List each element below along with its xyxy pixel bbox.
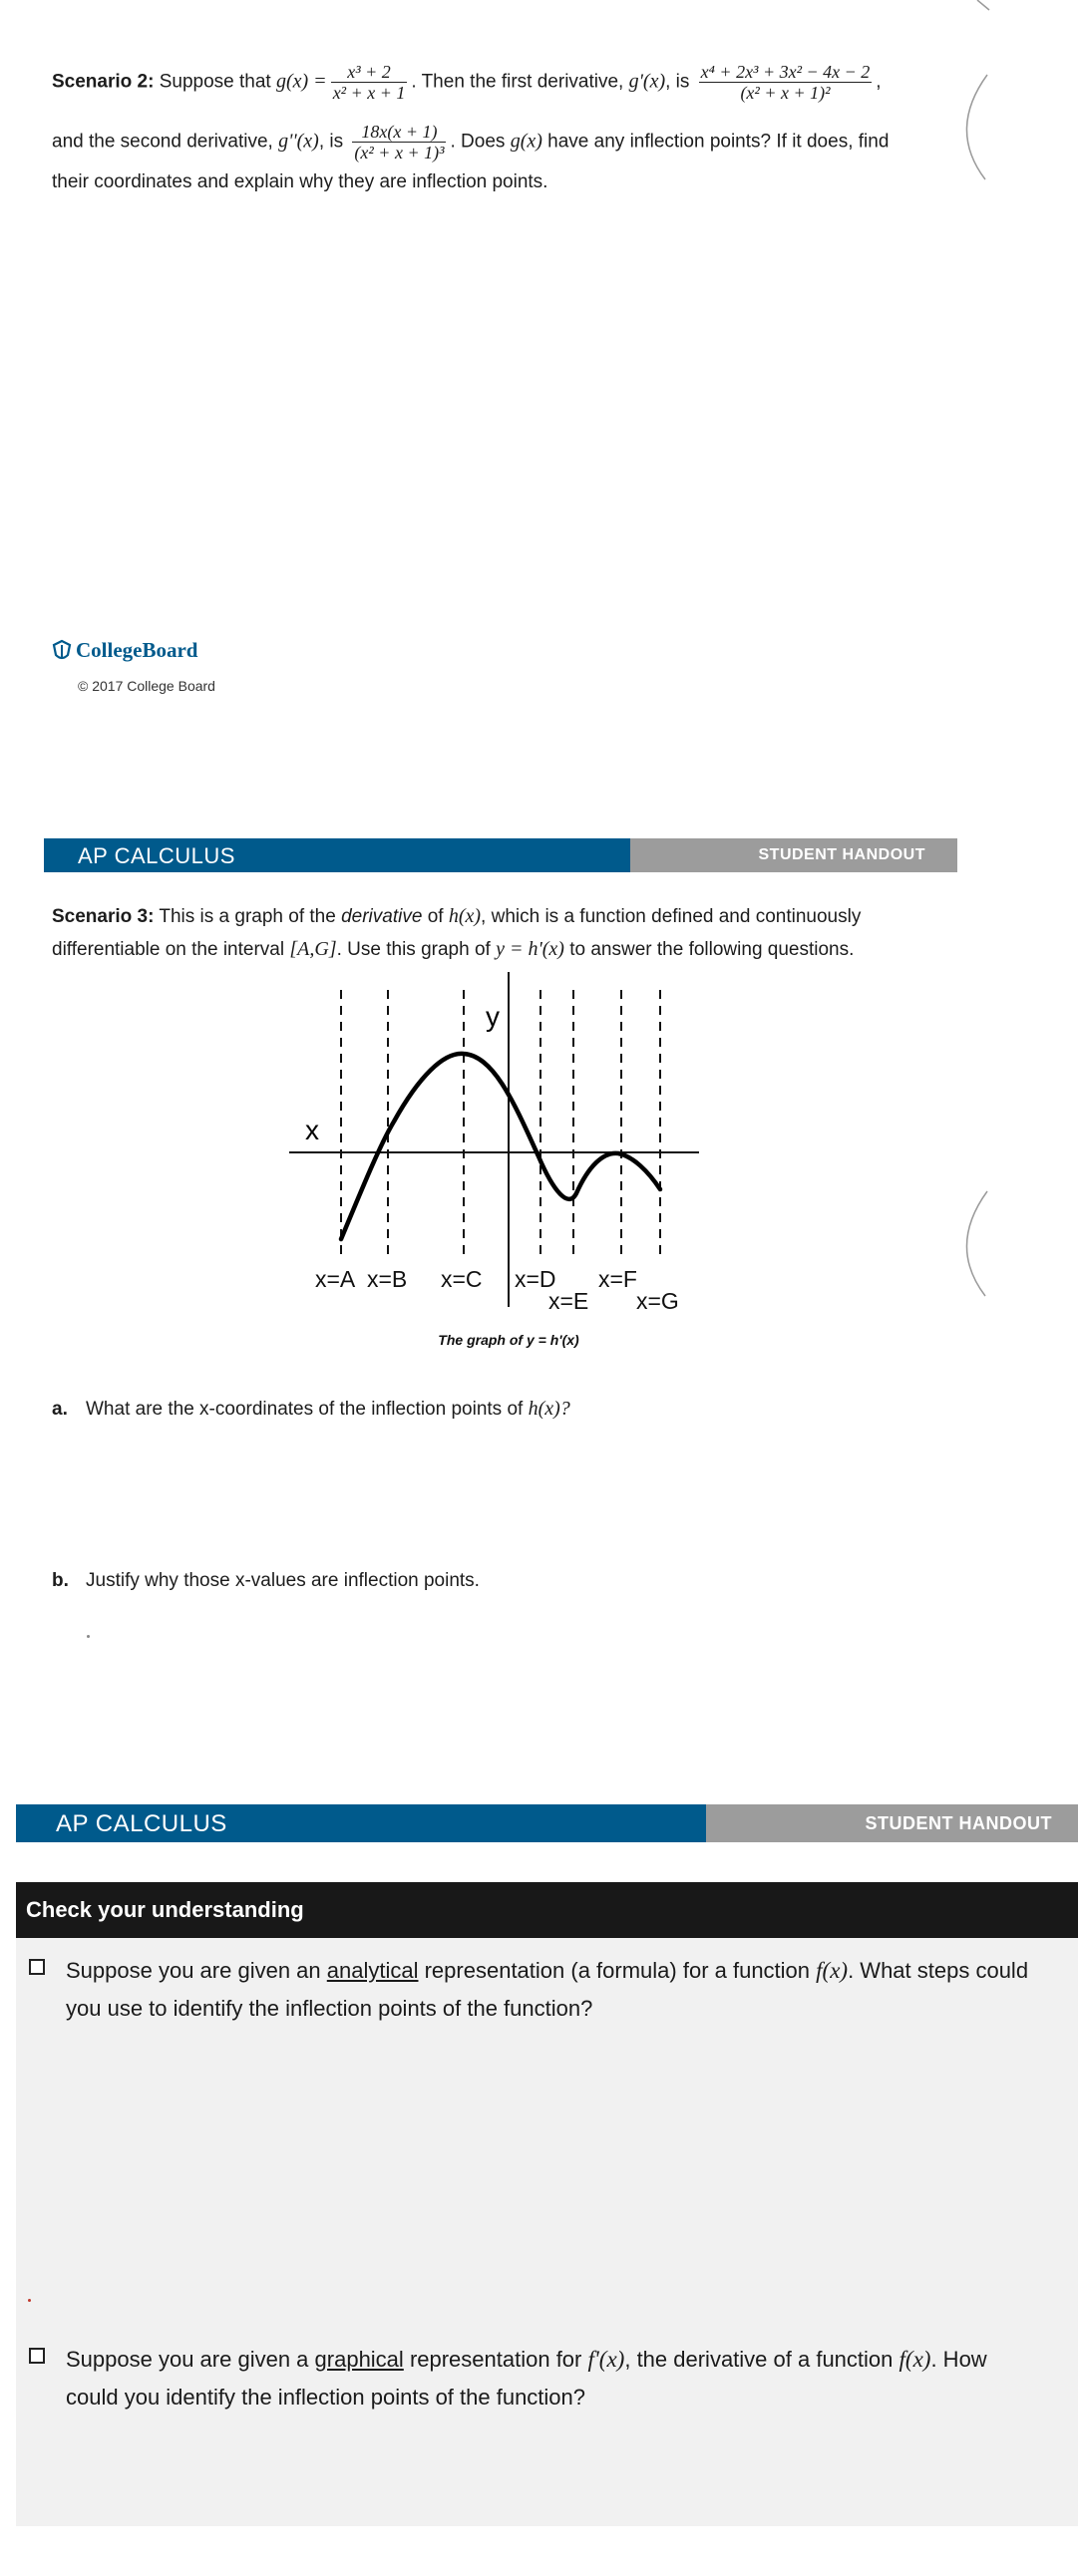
- check-understanding-title-bar: Check your understanding: [16, 1882, 1078, 1938]
- scenario2-label: Scenario 2:: [52, 71, 155, 93]
- copyright: © 2017 College Board: [78, 678, 215, 694]
- page-edge-curve-top: [957, 0, 1078, 199]
- math-g-double-prime: g''(x): [278, 130, 319, 153]
- label-x-E: x=E: [548, 1288, 589, 1311]
- acorn-icon: [52, 639, 72, 663]
- header2-course-band: AP CALCULUS: [16, 1804, 706, 1842]
- collegeboard-logo: CollegeBoard: [52, 638, 197, 663]
- graph-caption: The graph of y = h'(x): [438, 1332, 579, 1348]
- stray-red-dot: [28, 2299, 31, 2302]
- label-x-D: x=D: [515, 1266, 556, 1292]
- scenario2-line3: their coordinates and explain why they are inflection points.: [52, 171, 548, 192]
- fraction-g: $\frac{\text{x³ + 2}}{\text{x² + x + 1}}$: [332, 62, 406, 103]
- derivative-graph: [279, 972, 718, 1311]
- header-handout-band: STUDENT HANDOUT: [630, 838, 957, 872]
- scenario3-line1: Scenario 3: This is a graph of the derivative of h(x), which is a function defined and continuously: [52, 905, 862, 927]
- label-x-F: x=F: [598, 1266, 637, 1292]
- fraction-g-double-prime: $\frac{18x(x + 1)}{\text{(x² + x + 1)³}}$: [354, 122, 445, 162]
- y-axis-label: y: [486, 1001, 500, 1032]
- check-item-1-text: Suppose you are given an analytical representation (a formula) for a function f(x). What steps could you use to identify the inflection points of the function?: [66, 1958, 1029, 2021]
- label-x-A: x=A: [315, 1266, 356, 1292]
- scenario2-line2: and the second derivative, g''(x), is $\frac{18x(x + 1)}{\text{(x² + x + 1)³}}$ . Does g(x) have any inflection points? If it does, find: [52, 122, 890, 162]
- checkbox-item-2[interactable]: [29, 2348, 45, 2364]
- x-axis-label: x: [305, 1115, 319, 1145]
- check-item-2-text: Suppose you are given a graphical representation for f'(x), the derivative of a function f(x). How could you identify the inflection points of the function?: [66, 2347, 987, 2410]
- scenario3-label: Scenario 3:: [52, 906, 155, 927]
- scenario3-line2: differentiable on the interval [A,G]. Use this graph of y = h'(x) to answer the following questions.: [52, 938, 855, 960]
- math-g-of-x: g(x) =: [275, 70, 327, 93]
- header2-handout-band: STUDENT HANDOUT: [706, 1804, 1078, 1842]
- page-edge-curve-mid: [957, 1176, 1078, 1316]
- dashed-gridlines: [341, 990, 660, 1261]
- label-x-G: x=G: [636, 1288, 679, 1311]
- math-g-prime: g'(x): [628, 70, 666, 93]
- curve-h-prime: [341, 1054, 660, 1239]
- question-b: b. Justify why those x-values are inflection points.: [52, 1570, 480, 1591]
- checkbox-item-1[interactable]: [29, 1959, 45, 1975]
- scenario2-text: Suppose that: [159, 71, 271, 93]
- label-x-B: x=B: [367, 1266, 408, 1292]
- question-a: a. What are the x-coordinates of the inflection points of h(x)?: [52, 1398, 570, 1420]
- scenario2-line1: Scenario 2: Suppose that g(x) = $\frac{\text{x³ + 2}}{\text{x² + x + 1}}$ . Then the first derivative, g'(x), is $\frac{\text{x⁴ + 2x³ + 3x² − 4x − 2}}{\text{(x² + x + 1)²}}$ ,: [52, 62, 882, 103]
- label-x-C: x=C: [441, 1266, 483, 1292]
- stray-dot: [87, 1635, 90, 1638]
- fraction-g-prime: $\frac{\text{x⁴ + 2x³ + 3x² − 4x − 2}}{\text{(x² + x + 1)²}}$: [700, 62, 871, 103]
- header-course-band: AP CALCULUS: [44, 838, 630, 872]
